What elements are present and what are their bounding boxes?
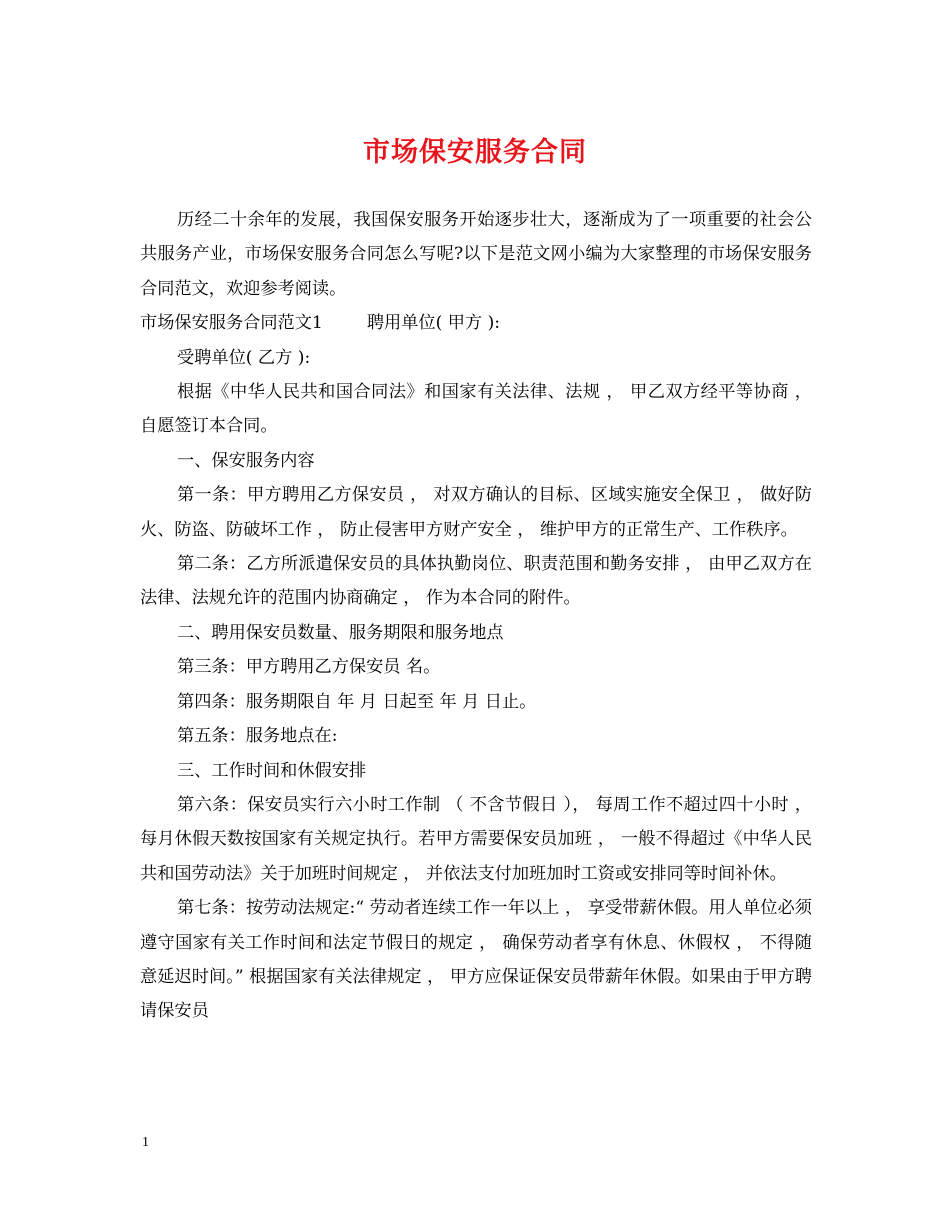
section-heading-1: 一、保安服务内容	[177, 450, 315, 471]
article-6: 第六条：保安员实行六小时工作制 （ 不含节假日 ）， 每周工作不超过四十小时 ， 每月休假天数按国家有关规定执行。若甲方需要保安员加班 ， 一般不得超过《中华人民共和国劳动法》关于加班时间规定 ， 并依法支付加班加时工资或安排同等时间补休。	[140, 794, 812, 884]
article-2: 第二条：乙方所派遣保安员的具体执勤岗位、职责范围和勤务安排 ， 由甲乙双方在法律、法规允许的范围内协商确定 ， 作为本合同的附件。	[140, 554, 812, 609]
document-title: 市场保安服务合同	[363, 137, 587, 168]
section-heading-2: 二、聘用保安员数量、服务期限和服务地点	[177, 622, 504, 643]
page-number: 1	[142, 1135, 149, 1150]
employer-label: 聘用单位( 甲方 ):	[366, 313, 501, 334]
employee-label: 受聘单位( 乙方 ):	[177, 347, 311, 368]
article-1: 第一条：甲方聘用乙方保安员 ， 对双方确认的目标、区域实施安全保卫 ， 做好防火、防盗、防破坏工作 ， 防止侵害甲方财产安全 ， 维护甲方的正常生产、工作秩序。	[140, 485, 812, 540]
article-4: 第四条：服务期限自 年 月 日起至 年 月 日止。	[177, 691, 537, 712]
document-body	[140, 203, 812, 1029]
sample-heading-line	[140, 306, 812, 340]
section-heading-3: 三、工作时间和休假安排	[177, 760, 367, 781]
article-3: 第三条：甲方聘用乙方保安员 名。	[177, 657, 441, 678]
article-5: 第五条：服务地点在:	[177, 726, 338, 747]
article-7: 第七条：按劳动法规定:“ 劳动者连续工作一年以上 ， 享受带薪休假。用人单位必须遵守国家有关工作时间和法定节假日的规定 ， 确保劳动者享有休息、休假权 ， 不得随意延迟时间。” 根据国家有关法律规定 ， 甲方应保证保安员带薪年休假。如果由于甲方聘请保安员	[140, 898, 812, 1022]
sample-heading: 市场保安服务合同范文1	[140, 313, 323, 334]
intro-paragraph: 历经二十余年的发展，我国保安服务开始逐步壮大，逐渐成为了一项重要的社会公共服务产业，市场保安服务合同怎么写呢?以下是范文网小编为大家整理的市场保安服务合同范文，欢迎参考阅读。	[140, 210, 812, 299]
preamble-paragraph: 根据《中华人民共和国合同法》和国家有关法律、法规 ， 甲乙双方经平等协商 ， 自愿签订本合同。	[140, 382, 812, 437]
